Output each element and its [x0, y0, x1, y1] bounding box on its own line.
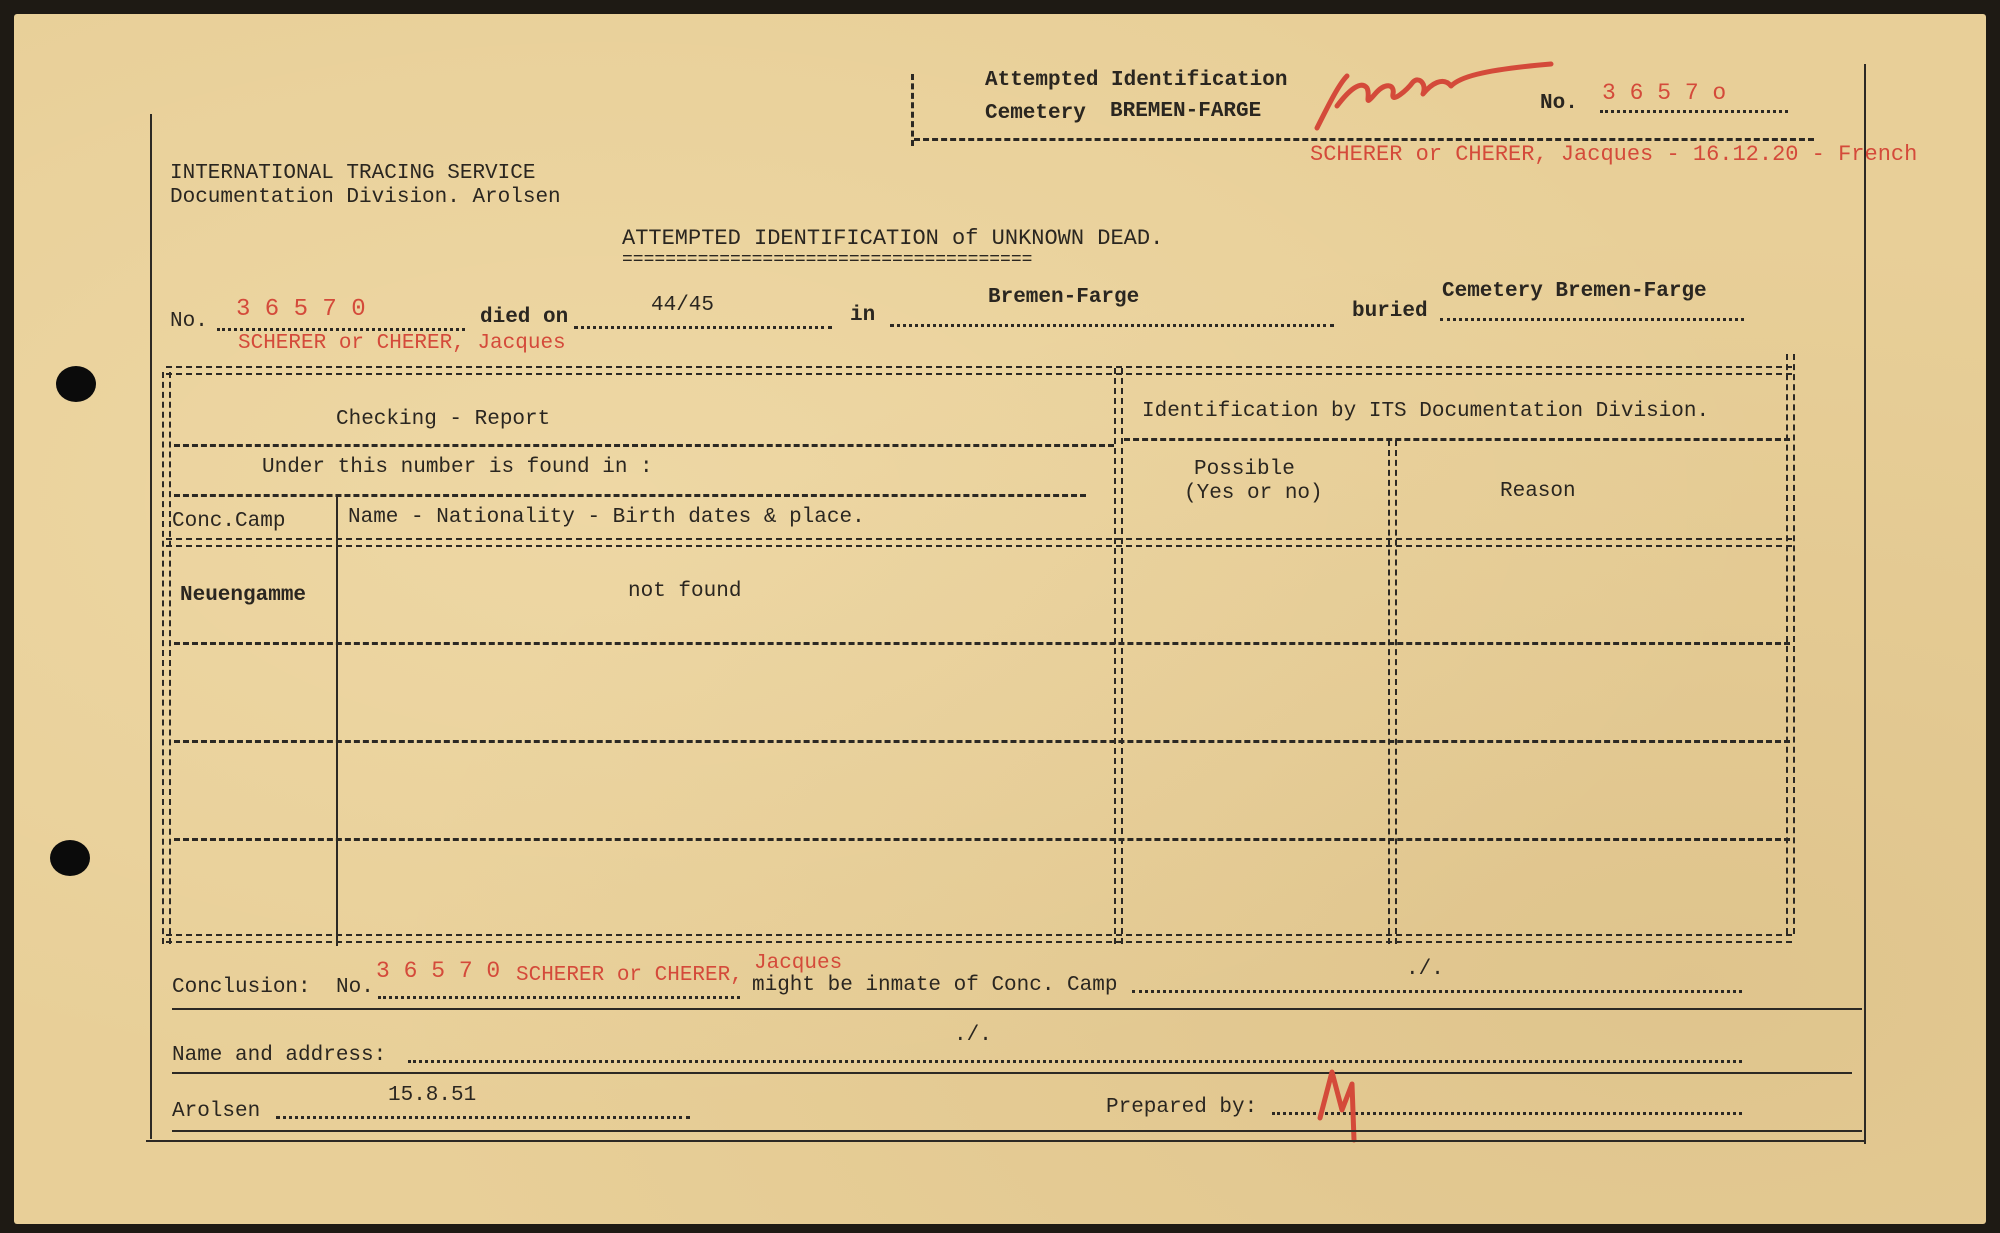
row-3-bottom-rule [174, 838, 1790, 841]
footer-underline [172, 1130, 1862, 1132]
table-left-border [162, 372, 171, 944]
found-in-subheader: Under this number is found in : [262, 456, 653, 479]
footer-date-value: 15.8.51 [388, 1084, 477, 1107]
handwritten-none-signature [1309, 54, 1569, 144]
name-address-value: ./. [954, 1024, 992, 1047]
conclusion-number-label: No. [336, 976, 374, 999]
footer-prepared-label: Prepared by: [1106, 1096, 1258, 1119]
card-left-rule [150, 114, 152, 1139]
conclusion-first-name-red: Jacques [754, 952, 843, 975]
row-1-bottom-rule [174, 642, 1790, 645]
org-name-line2: Documentation Division. Arolsen [170, 186, 561, 209]
found-in-separator [174, 494, 1086, 497]
table-camp-name-divider [336, 494, 338, 946]
table-header-separator-right [1124, 438, 1790, 441]
name-address-underline [172, 1072, 1852, 1074]
record-buried-dots [1440, 318, 1744, 321]
header-red-summary: SCHERER or CHERER, Jacques - 16.12.20 - French [1310, 142, 1918, 167]
index-card [14, 14, 1986, 1224]
conclusion-underline [172, 1008, 1862, 1010]
column-header-possible-line1: Possible [1194, 458, 1295, 481]
record-buried-value: Cemetery Bremen-Farge [1442, 280, 1707, 303]
prepared-by-initials [1312, 1064, 1372, 1144]
record-number-label: No. [170, 310, 208, 333]
card-right-rule [1864, 64, 1866, 1144]
column-header-bottom-rule [166, 538, 1792, 547]
conclusion-camp-value: ./. [1406, 958, 1444, 981]
record-buried-label: buried [1352, 300, 1428, 323]
record-number-dots [217, 328, 465, 331]
column-header-possible-line2: (Yes or no) [1184, 482, 1323, 505]
row-1-camp: Neuengamme [180, 584, 307, 607]
row-2-bottom-rule [174, 740, 1790, 743]
punch-hole-top [56, 366, 96, 402]
record-name-red: SCHERER or CHERER, Jacques [238, 332, 566, 355]
punch-hole-bottom [50, 840, 90, 876]
conclusion-label: Conclusion: [172, 976, 311, 999]
name-address-label: Name and address: [172, 1044, 387, 1067]
conclusion-number-value: 3 6 5 7 0 [376, 958, 501, 984]
record-number-value: 3 6 5 7 0 [236, 296, 366, 323]
record-died-dots [574, 326, 832, 329]
column-header-name: Name - Nationality - Birth dates & place. [348, 506, 865, 529]
header-number-value: 3 6 5 7 o [1602, 80, 1727, 106]
row-1-name: not found [628, 580, 742, 603]
record-in-label: in [850, 304, 876, 327]
header-box-cemetery-value: BREMEN-FARGE [1110, 100, 1262, 123]
conclusion-camp-dots [1132, 990, 1742, 993]
record-died-value: 44/45 [651, 294, 715, 317]
header-number-label: No. [1540, 92, 1578, 115]
document-title: ATTEMPTED IDENTIFICATION of UNKNOWN DEAD. [622, 226, 1164, 251]
checking-report-header: Checking - Report [336, 408, 551, 431]
table-top-border [166, 366, 1792, 375]
column-header-camp: Conc.Camp [172, 510, 286, 533]
table-possible-reason-divider [1388, 440, 1397, 944]
footer-place-label: Arolsen [172, 1100, 261, 1123]
record-place-value: Bremen-Farge [988, 286, 1140, 309]
header-box-left-border [911, 74, 914, 146]
record-in-dots [890, 324, 1334, 327]
column-header-reason: Reason [1500, 480, 1576, 503]
table-mid-divider [1114, 368, 1123, 944]
name-address-dots [408, 1060, 1742, 1063]
document-title-rule: ====================================== [622, 250, 1033, 270]
identification-header: Identification by ITS Documentation Division. [1142, 400, 1710, 423]
conclusion-name-red: SCHERER or CHERER, [516, 964, 743, 987]
header-number-dots [1600, 110, 1788, 113]
table-bottom-border [166, 934, 1792, 943]
record-died-label: died on [480, 306, 569, 329]
header-box-title: Attempted Identification [985, 69, 1288, 92]
header-box-cemetery-label: Cemetery [985, 102, 1086, 125]
table-header-separator-left [174, 444, 1114, 447]
org-name-line1: INTERNATIONAL TRACING SERVICE [170, 162, 536, 185]
footer-date-dots [276, 1116, 690, 1119]
conclusion-number-dots [378, 996, 740, 999]
conclusion-text: might be inmate of Conc. Camp [752, 974, 1118, 997]
card-bottom-rule [146, 1140, 1864, 1142]
